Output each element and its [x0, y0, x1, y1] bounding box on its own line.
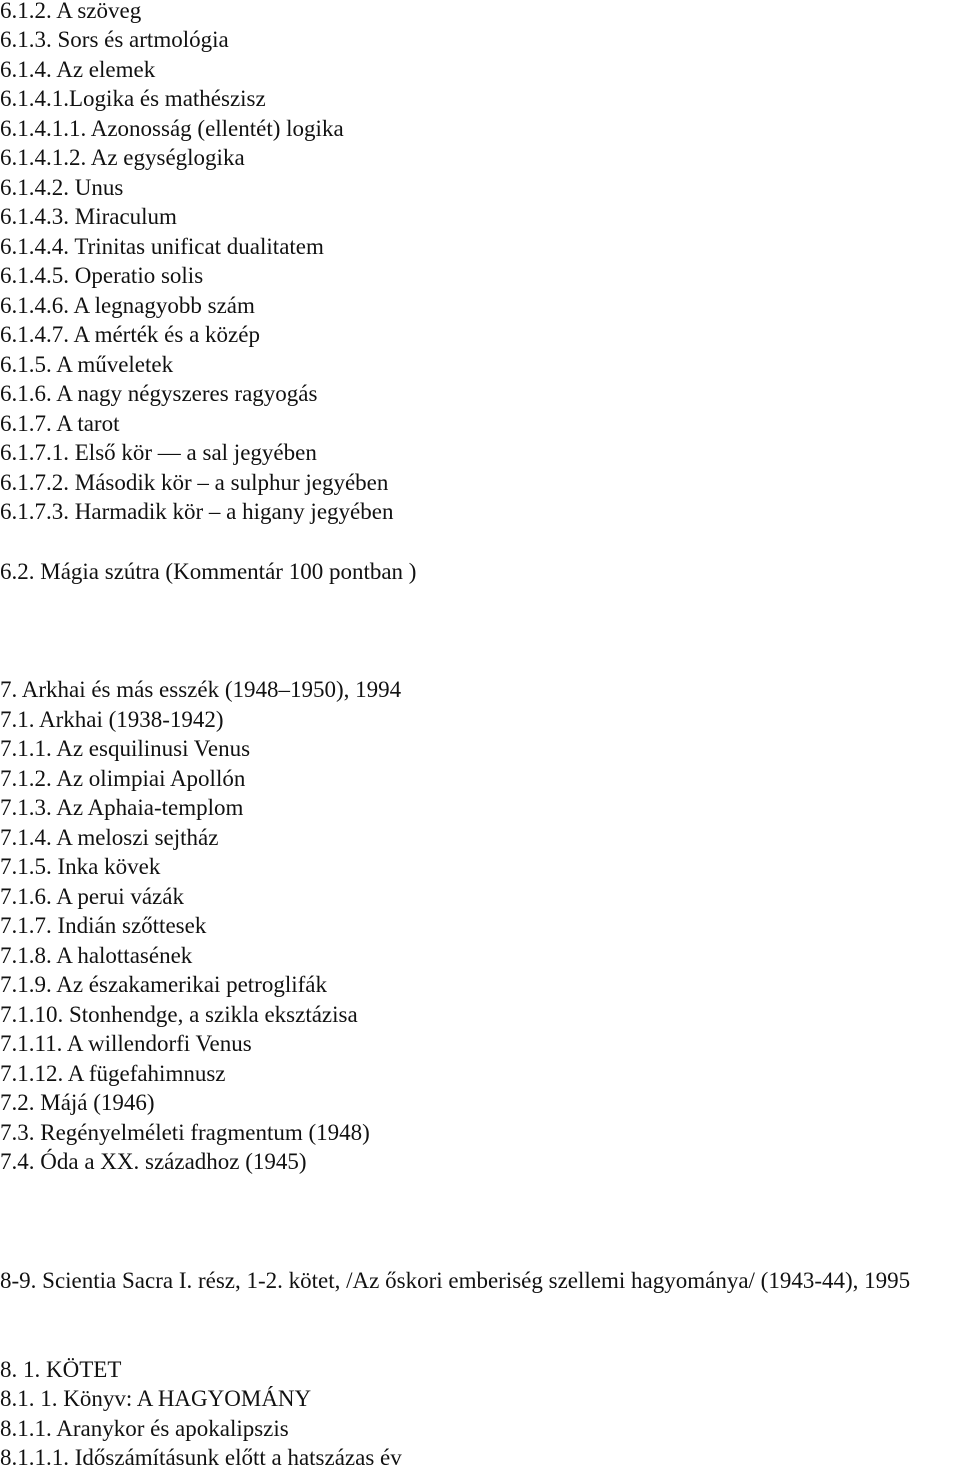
toc-line: 7.3. Regényelméleti fragmentum (1948) [0, 1120, 370, 1145]
toc-line: 6.1.4.7. A mérték és a közép [0, 322, 260, 347]
toc-line: 6.1.4.1.2. Az egységlogika [0, 145, 245, 170]
toc-line: 6.1.4.1.1. Azonosság (ellentét) logika [0, 116, 344, 141]
toc-line: 7.1.12. A fügefahimnusz [0, 1061, 226, 1086]
toc-line: 7.1.3. Az Aphaia-templom [0, 795, 244, 820]
toc-line: 7.1.5. Inka kövek [0, 854, 161, 879]
toc-line: 6.1.2. A szöveg [0, 0, 142, 23]
toc-line: 7.2. Májá (1946) [0, 1090, 155, 1115]
toc-line: 8. 1. KÖTET [0, 1357, 122, 1382]
toc-line: 6.1.4.2. Unus [0, 175, 124, 200]
toc-line: 7.1.2. Az olimpiai Apollón [0, 766, 246, 791]
toc-line: 6.1.7. A tarot [0, 411, 120, 436]
toc-line: 7.4. Óda a XX. századhoz (1945) [0, 1149, 307, 1174]
toc-line: 7.1.7. Indián szőttesek [0, 913, 207, 938]
toc-line: 7.1.4. A meloszi sejtház [0, 825, 219, 850]
toc-line: 6.2. Mágia szútra (Kommentár 100 pontban ) [0, 559, 417, 584]
toc-line: 6.1.5. A műveletek [0, 352, 174, 377]
toc-line: 6.1.4.6. A legnagyobb szám [0, 293, 255, 318]
toc-line: 8.1.1. Aranykor és apokalipszis [0, 1416, 289, 1441]
toc-line: 6.1.6. A nagy négyszeres ragyogás [0, 381, 318, 406]
toc-line: 8.1.1.1. Időszámításunk előtt a hatszázas év [0, 1445, 402, 1470]
toc-line: 6.1.4. Az elemek [0, 57, 156, 82]
toc-line: 7.1. Arkhai (1938-1942) [0, 707, 224, 732]
toc-line: 6.1.4.3. Miraculum [0, 204, 177, 229]
toc-line: 7.1.11. A willendorfi Venus [0, 1031, 252, 1056]
toc-line: 7.1.8. A halottasének [0, 943, 193, 968]
toc-line: 7.1.6. A perui vázák [0, 884, 184, 909]
toc-line: 6.1.4.5. Operatio solis [0, 263, 204, 288]
toc-line: 6.1.4.4. Trinitas unificat dualitatem [0, 234, 324, 259]
toc-line: 7. Arkhai és más esszék (1948–1950), 1994 [0, 677, 402, 702]
toc-line: 6.1.4.1.Logika és mathészisz [0, 86, 266, 111]
toc-line: 6.1.7.2. Második kör – a sulphur jegyében [0, 470, 389, 495]
toc-line: 6.1.3. Sors és artmológia [0, 27, 229, 52]
toc-line: 6.1.7.1. Első kör — a sal jegyében [0, 440, 317, 465]
toc-line: 6.1.7.3. Harmadik kör – a higany jegyében [0, 499, 394, 524]
toc-line: 7.1.10. Stonhendge, a szikla eksztázisa [0, 1002, 358, 1027]
toc-line: 7.1.1. Az esquilinusi Venus [0, 736, 251, 761]
toc-line: 8.1. 1. Könyv: A HAGYOMÁNY [0, 1386, 312, 1411]
toc-line: 7.1.9. Az északamerikai petroglifák [0, 972, 327, 997]
toc-line: 8-9. Scientia Sacra I. rész, 1-2. kötet, /Az őskori emberiség szellemi hagyománya/ (1943-44), 1995 [0, 1268, 911, 1293]
